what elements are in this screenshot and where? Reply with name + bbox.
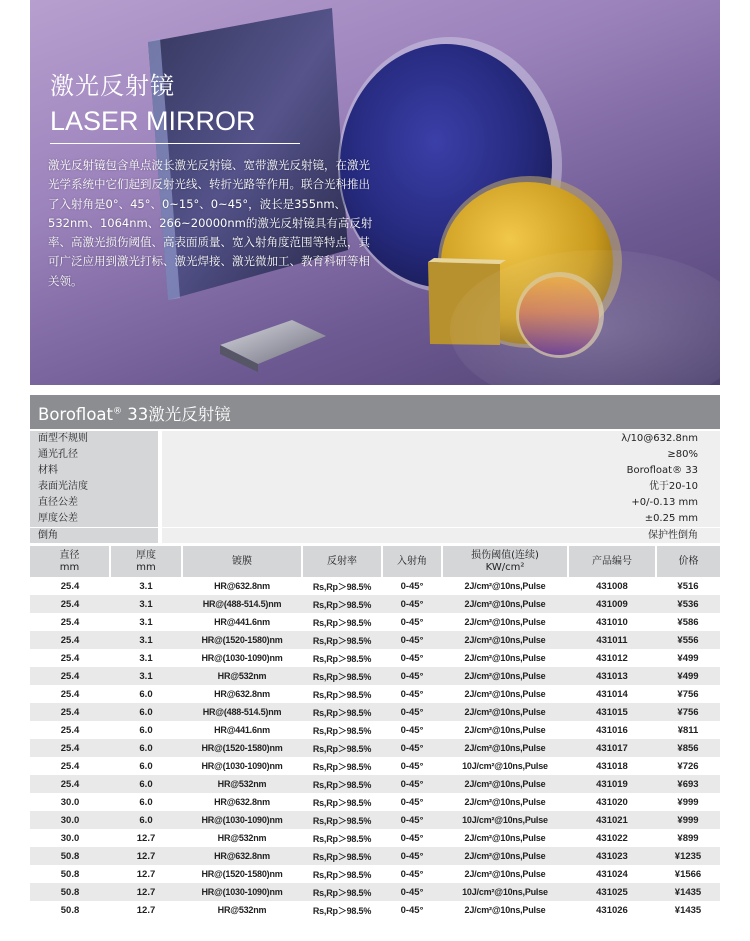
cell-damage-threshold: 2J/cm²@10ns,Pulse (442, 847, 568, 865)
hero-title-chinese: 激光反射镜 (50, 72, 175, 100)
cell-part-number: 431014 (568, 685, 656, 703)
cell-price: ¥1435 (656, 883, 720, 901)
table-header-row (30, 546, 720, 577)
cell-diameter: 50.8 (30, 865, 110, 883)
cell-reflectance: Rs,Rp＞98.5% (302, 685, 382, 703)
cell-reflectance: Rs,Rp＞98.5% (302, 793, 382, 811)
cell-coating: HR@532nm (182, 829, 302, 847)
cell-reflectance: Rs,Rp＞98.5% (302, 739, 382, 757)
property-row (30, 479, 720, 495)
hero-title-english: LASER MIRROR (50, 106, 256, 136)
cell-part-number: 431011 (568, 631, 656, 649)
cell-price: ¥516 (656, 577, 720, 595)
property-label: 直径公差 (30, 495, 158, 511)
cell-damage-threshold: 2J/cm²@10ns,Pulse (442, 649, 568, 667)
cell-thickness: 3.1 (110, 595, 182, 613)
cell-damage-threshold: 10J/cm²@10ns,Pulse (442, 883, 568, 901)
header-reflectance: 反射率 (302, 546, 382, 577)
cell-part-number: 431019 (568, 775, 656, 793)
cell-part-number: 431010 (568, 613, 656, 631)
hero-divider (50, 143, 300, 144)
cell-incidence: 0-45° (382, 595, 442, 613)
header-coating: 镀膜 (182, 546, 302, 577)
cell-thickness: 12.7 (110, 847, 182, 865)
cell-incidence: 0-45° (382, 739, 442, 757)
property-value: +0/-0.13 mm (162, 495, 720, 511)
cell-price: ¥999 (656, 793, 720, 811)
cell-reflectance: Rs,Rp＞98.5% (302, 613, 382, 631)
cell-price: ¥811 (656, 721, 720, 739)
cell-damage-threshold: 2J/cm²@10ns,Pulse (442, 721, 568, 739)
product-table (30, 546, 720, 919)
cell-diameter: 25.4 (30, 703, 110, 721)
cell-incidence: 0-45° (382, 883, 442, 901)
cell-price: ¥899 (656, 829, 720, 847)
cell-thickness: 12.7 (110, 829, 182, 847)
cell-coating: HR@441.6nm (182, 721, 302, 739)
cell-reflectance: Rs,Rp＞98.5% (302, 775, 382, 793)
property-value: Borofloat® 33 (162, 463, 720, 479)
cell-diameter: 25.4 (30, 577, 110, 595)
cell-diameter: 25.4 (30, 757, 110, 775)
cell-incidence: 0-45° (382, 667, 442, 685)
cell-incidence: 0-45° (382, 775, 442, 793)
property-value: 保护性倒角 (162, 528, 720, 544)
table-row (30, 613, 720, 631)
cell-damage-threshold: 2J/cm²@10ns,Pulse (442, 793, 568, 811)
cell-price: ¥726 (656, 757, 720, 775)
header-diameter: 直径 mm (30, 546, 110, 577)
table-row (30, 829, 720, 847)
cell-price: ¥536 (656, 595, 720, 613)
property-row (30, 431, 720, 447)
cell-price: ¥586 (656, 613, 720, 631)
table-row (30, 595, 720, 613)
table-row (30, 757, 720, 775)
cell-thickness: 12.7 (110, 901, 182, 919)
cell-price: ¥756 (656, 703, 720, 721)
cell-thickness: 12.7 (110, 883, 182, 901)
cell-part-number: 431023 (568, 847, 656, 865)
cell-damage-threshold: 2J/cm²@10ns,Pulse (442, 613, 568, 631)
cell-reflectance: Rs,Rp＞98.5% (302, 829, 382, 847)
cell-thickness: 6.0 (110, 775, 182, 793)
property-label: 面型不规则 (30, 431, 158, 447)
header-damage-threshold: 损伤阈值(连续) KW/cm² (442, 546, 568, 577)
cell-coating: HR@(1520-1580)nm (182, 739, 302, 757)
property-row (30, 463, 720, 479)
cell-diameter: 25.4 (30, 721, 110, 739)
cell-incidence: 0-45° (382, 865, 442, 883)
cell-part-number: 431024 (568, 865, 656, 883)
table-row (30, 685, 720, 703)
cell-diameter: 25.4 (30, 739, 110, 757)
cell-coating: HR@(488-514.5)nm (182, 703, 302, 721)
spec-properties (30, 431, 720, 544)
cell-price: ¥499 (656, 649, 720, 667)
cell-part-number: 431008 (568, 577, 656, 595)
cell-damage-threshold: 10J/cm²@10ns,Pulse (442, 811, 568, 829)
cell-damage-threshold: 2J/cm²@10ns,Pulse (442, 829, 568, 847)
table-row (30, 793, 720, 811)
cell-part-number: 431021 (568, 811, 656, 829)
cell-part-number: 431018 (568, 757, 656, 775)
cell-price: ¥999 (656, 811, 720, 829)
cell-coating: HR@632.8nm (182, 793, 302, 811)
cell-reflectance: Rs,Rp＞98.5% (302, 847, 382, 865)
cell-price: ¥499 (656, 667, 720, 685)
property-row (30, 511, 720, 527)
header-part-number: 产品编号 (568, 546, 656, 577)
cell-thickness: 6.0 (110, 703, 182, 721)
cell-incidence: 0-45° (382, 793, 442, 811)
cell-diameter: 25.4 (30, 649, 110, 667)
cell-reflectance: Rs,Rp＞98.5% (302, 631, 382, 649)
cell-part-number: 431012 (568, 649, 656, 667)
property-value: ±0.25 mm (162, 511, 720, 527)
cell-damage-threshold: 2J/cm²@10ns,Pulse (442, 739, 568, 757)
cell-incidence: 0-45° (382, 757, 442, 775)
cell-damage-threshold: 2J/cm²@10ns,Pulse (442, 577, 568, 595)
table-row (30, 883, 720, 901)
property-label: 通光孔径 (30, 447, 158, 463)
table-row (30, 703, 720, 721)
cell-reflectance: Rs,Rp＞98.5% (302, 595, 382, 613)
cell-thickness: 3.1 (110, 649, 182, 667)
table-row (30, 739, 720, 757)
cell-coating: HR@(1030-1090)nm (182, 883, 302, 901)
cell-thickness: 6.0 (110, 721, 182, 739)
cell-damage-threshold: 2J/cm²@10ns,Pulse (442, 865, 568, 883)
table-row (30, 811, 720, 829)
cell-reflectance: Rs,Rp＞98.5% (302, 577, 382, 595)
header-incidence: 入射角 (382, 546, 442, 577)
cell-thickness: 3.1 (110, 631, 182, 649)
table-row (30, 667, 720, 685)
cell-price: ¥856 (656, 739, 720, 757)
cell-incidence: 0-45° (382, 613, 442, 631)
cell-price: ¥1566 (656, 865, 720, 883)
cell-damage-threshold: 10J/cm²@10ns,Pulse (442, 757, 568, 775)
cell-coating: HR@(488-514.5)nm (182, 595, 302, 613)
cell-diameter: 50.8 (30, 883, 110, 901)
cell-reflectance: Rs,Rp＞98.5% (302, 811, 382, 829)
cell-incidence: 0-45° (382, 901, 442, 919)
cell-thickness: 6.0 (110, 757, 182, 775)
table-row (30, 577, 720, 595)
cell-incidence: 0-45° (382, 577, 442, 595)
cell-incidence: 0-45° (382, 703, 442, 721)
cell-coating: HR@532nm (182, 775, 302, 793)
cell-diameter: 30.0 (30, 811, 110, 829)
cell-thickness: 6.0 (110, 739, 182, 757)
cell-part-number: 431020 (568, 793, 656, 811)
cell-thickness: 12.7 (110, 865, 182, 883)
cell-reflectance: Rs,Rp＞98.5% (302, 703, 382, 721)
table-row (30, 847, 720, 865)
property-row (30, 447, 720, 463)
property-value: ≥80% (162, 447, 720, 463)
cell-diameter: 25.4 (30, 775, 110, 793)
cell-part-number: 431009 (568, 595, 656, 613)
header-thickness: 厚度 mm (110, 546, 182, 577)
cell-thickness: 3.1 (110, 667, 182, 685)
cell-reflectance: Rs,Rp＞98.5% (302, 865, 382, 883)
header-price: 价格 (656, 546, 720, 577)
cell-price: ¥1235 (656, 847, 720, 865)
cell-diameter: 25.4 (30, 595, 110, 613)
cell-reflectance: Rs,Rp＞98.5% (302, 649, 382, 667)
cell-coating: HR@(1520-1580)nm (182, 631, 302, 649)
cell-thickness: 3.1 (110, 577, 182, 595)
spec-title: Borofloat® 33激光反射镜 (38, 405, 231, 424)
property-value: λ/10@632.8nm (162, 431, 720, 447)
cell-damage-threshold: 2J/cm²@10ns,Pulse (442, 631, 568, 649)
cell-diameter: 30.0 (30, 793, 110, 811)
cell-reflectance: Rs,Rp＞98.5% (302, 757, 382, 775)
cell-reflectance: Rs,Rp＞98.5% (302, 883, 382, 901)
cell-damage-threshold: 2J/cm²@10ns,Pulse (442, 775, 568, 793)
cell-coating: HR@632.8nm (182, 577, 302, 595)
hero-description: 激光反射镜包含单点波长激光反射镜、宽带激光反射镜，在激光光学系统中它们起到反射光线、转折光路等作用。联合光科推出了入射角是0°、45°、0~15°、0~45°，波长是355nm、532nm、1064nm、266~20000nm的激光反射镜具有高反射率、高激光损伤阈值、高表面质量、宽入射角度范围等特点，其可广泛应用到激光打标、激光焊接、激光微加工、教育科研等相关领。 (48, 158, 373, 288)
spec-header-band (30, 395, 720, 429)
cell-incidence: 0-45° (382, 631, 442, 649)
cell-reflectance: Rs,Rp＞98.5% (302, 901, 382, 919)
cell-coating: HR@(1520-1580)nm (182, 865, 302, 883)
cell-incidence: 0-45° (382, 649, 442, 667)
cell-thickness: 6.0 (110, 811, 182, 829)
cell-price: ¥556 (656, 631, 720, 649)
cell-coating: HR@(1030-1090)nm (182, 811, 302, 829)
cell-reflectance: Rs,Rp＞98.5% (302, 721, 382, 739)
cell-part-number: 431016 (568, 721, 656, 739)
cell-diameter: 30.0 (30, 829, 110, 847)
table-row (30, 649, 720, 667)
cell-part-number: 431026 (568, 901, 656, 919)
cell-diameter: 25.4 (30, 613, 110, 631)
property-value: 优于20-10 (162, 479, 720, 495)
property-label: 表面光洁度 (30, 479, 158, 495)
cell-damage-threshold: 2J/cm²@10ns,Pulse (442, 703, 568, 721)
cell-incidence: 0-45° (382, 685, 442, 703)
cell-price: ¥693 (656, 775, 720, 793)
cell-damage-threshold: 2J/cm²@10ns,Pulse (442, 685, 568, 703)
cell-thickness: 3.1 (110, 613, 182, 631)
table-row (30, 775, 720, 793)
cell-coating: HR@532nm (182, 667, 302, 685)
cell-part-number: 431022 (568, 829, 656, 847)
cell-part-number: 431013 (568, 667, 656, 685)
hero-banner (30, 0, 720, 385)
cell-reflectance: Rs,Rp＞98.5% (302, 667, 382, 685)
cell-price: ¥756 (656, 685, 720, 703)
cell-diameter: 25.4 (30, 631, 110, 649)
property-label: 厚度公差 (30, 511, 158, 527)
property-row (30, 528, 720, 544)
table-row (30, 865, 720, 883)
cell-part-number: 431017 (568, 739, 656, 757)
cell-diameter: 25.4 (30, 685, 110, 703)
property-row (30, 495, 720, 511)
cell-damage-threshold: 2J/cm²@10ns,Pulse (442, 667, 568, 685)
table-row (30, 901, 720, 919)
table-row (30, 721, 720, 739)
cell-diameter: 25.4 (30, 667, 110, 685)
cell-diameter: 50.8 (30, 847, 110, 865)
property-label: 倒角 (30, 528, 158, 544)
cell-incidence: 0-45° (382, 811, 442, 829)
cell-coating: HR@632.8nm (182, 685, 302, 703)
table-row (30, 631, 720, 649)
cell-coating: HR@532nm (182, 901, 302, 919)
cell-coating: HR@632.8nm (182, 847, 302, 865)
property-label: 材料 (30, 463, 158, 479)
cell-damage-threshold: 2J/cm²@10ns,Pulse (442, 595, 568, 613)
cell-incidence: 0-45° (382, 721, 442, 739)
cell-coating: HR@(1030-1090)nm (182, 649, 302, 667)
cell-incidence: 0-45° (382, 829, 442, 847)
cell-thickness: 6.0 (110, 793, 182, 811)
cell-diameter: 50.8 (30, 901, 110, 919)
cell-coating: HR@(1030-1090)nm (182, 757, 302, 775)
cell-price: ¥1435 (656, 901, 720, 919)
cell-damage-threshold: 2J/cm²@10ns,Pulse (442, 901, 568, 919)
cell-incidence: 0-45° (382, 847, 442, 865)
cell-coating: HR@441.6nm (182, 613, 302, 631)
cell-thickness: 6.0 (110, 685, 182, 703)
cell-part-number: 431025 (568, 883, 656, 901)
cell-part-number: 431015 (568, 703, 656, 721)
